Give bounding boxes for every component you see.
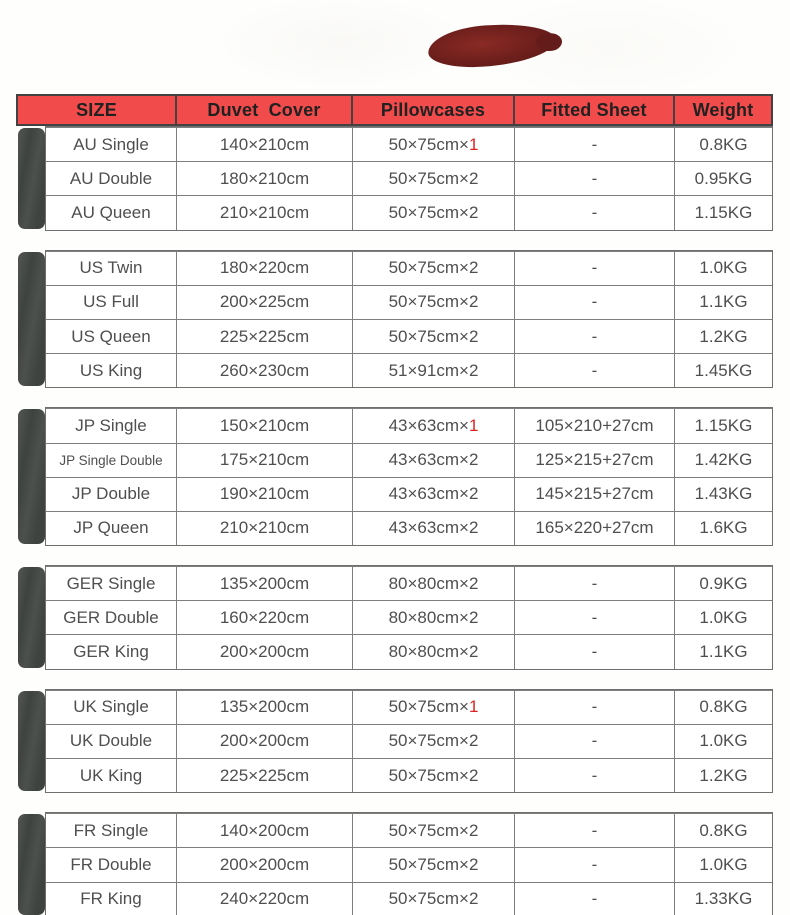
- pillowcases-cell: 43×63cm× 2: [352, 478, 514, 511]
- pillowcases-cell: 50×75cm× 2: [352, 725, 514, 758]
- dark-red-fabric-stain: [427, 21, 558, 71]
- pillow-qty: 2: [468, 484, 479, 504]
- table-row: [46, 634, 772, 668]
- weight-cell: 1.0KG: [674, 601, 772, 634]
- duvet-cover-cell: 200×200cm: [176, 635, 352, 668]
- pillow-qty: 1: [468, 134, 479, 154]
- pillow-qty: 2: [468, 518, 479, 538]
- table-row: [46, 758, 772, 792]
- fitted-sheet-cell: -: [514, 848, 674, 881]
- duvet-cover-cell: 140×200cm: [176, 814, 352, 847]
- pillow-qty: 2: [468, 607, 479, 627]
- weight-cell: 1.0KG: [674, 848, 772, 881]
- size-cell: FR King: [80, 889, 142, 909]
- size-cell: AU Double: [69, 168, 153, 188]
- pillow-qty: 1: [468, 697, 479, 717]
- fitted-sheet-cell: -: [514, 196, 674, 229]
- duvet-cover-cell: 210×210cm: [176, 196, 352, 229]
- weight-cell: 1.2KG: [674, 759, 772, 792]
- pillowcases-cell: 80×80cm× 2: [352, 635, 514, 668]
- duvet-cover-cell: 175×210cm: [176, 444, 352, 477]
- table-row: [46, 161, 772, 195]
- size-cell: GER Double: [63, 607, 159, 627]
- weight-cell: 1.6KG: [674, 512, 772, 545]
- duvet-cover-cell: 225×225cm: [176, 759, 352, 792]
- duvet-cover-cell: 135×200cm: [176, 691, 352, 724]
- weight-cell: 1.15KG: [674, 409, 772, 442]
- table-row: [46, 251, 772, 285]
- duvet-cover-cell: 160×220cm: [176, 601, 352, 634]
- pillowcases-cell: 43×63cm× 2: [352, 512, 514, 545]
- fitted-sheet-cell: -: [514, 354, 674, 387]
- fitted-sheet-cell: 125×215+27cm: [514, 444, 674, 477]
- column-header-weight: Weight: [673, 96, 771, 124]
- duvet-cover-cell: 180×210cm: [176, 162, 352, 195]
- table-row: [46, 882, 772, 915]
- pillow-qty: 2: [468, 854, 479, 874]
- weight-cell: 0.8KG: [674, 691, 772, 724]
- size-cell: GER Single: [66, 573, 156, 593]
- weight-cell: 0.95KG: [674, 162, 772, 195]
- size-cell: UK Single: [73, 697, 149, 717]
- size-cell: FR Double: [70, 854, 152, 874]
- group-side-bar: [18, 409, 45, 544]
- pillow-qty: 2: [468, 168, 479, 188]
- weight-cell: 1.1KG: [674, 286, 772, 319]
- size-group-us: [45, 250, 773, 389]
- table-row: [46, 600, 772, 634]
- pillow-qty: 2: [468, 326, 479, 346]
- size-group-uk: [45, 689, 773, 794]
- table-row: [46, 847, 772, 881]
- table-row: [46, 566, 772, 600]
- pillowcases-cell: 50×75cm× 2: [352, 196, 514, 229]
- column-header-fitted-sheet: Fitted Sheet: [513, 96, 673, 124]
- table-row: [46, 813, 772, 847]
- duvet-cover-cell: 180×220cm: [176, 252, 352, 285]
- table-row: [46, 319, 772, 353]
- duvet-cover-cell: 200×225cm: [176, 286, 352, 319]
- size-cell: UK Double: [69, 731, 153, 751]
- weight-cell: 1.33KG: [674, 883, 772, 915]
- column-header-pillowcases: Pillowcases: [351, 96, 513, 124]
- size-chart-table: [16, 94, 773, 915]
- duvet-cover-cell: 225×225cm: [176, 320, 352, 353]
- size-group-fr: [45, 812, 773, 915]
- duvet-cover-cell: 260×230cm: [176, 354, 352, 387]
- fitted-sheet-cell: 145×215+27cm: [514, 478, 674, 511]
- pillow-qty: 1: [468, 415, 479, 435]
- table-row: [46, 724, 772, 758]
- pillow-qty: 2: [468, 450, 479, 470]
- size-cell: UK King: [79, 765, 143, 785]
- pillow-qty: 2: [468, 258, 479, 278]
- size-group-au: [45, 126, 773, 231]
- pillow-qty: 2: [468, 202, 479, 222]
- pillowcases-cell: 50×75cm× 2: [352, 848, 514, 881]
- pillowcases-cell: 43×63cm× 2: [352, 444, 514, 477]
- group-side-bar: [18, 128, 45, 229]
- column-header-size: SIZE: [76, 99, 117, 120]
- table-row: [46, 408, 772, 442]
- pillow-qty: 2: [468, 292, 479, 312]
- weight-cell: 1.42KG: [674, 444, 772, 477]
- group-side-bar: [18, 252, 45, 387]
- fitted-sheet-cell: -: [514, 691, 674, 724]
- pillowcases-cell: 50×75cm× 2: [352, 814, 514, 847]
- pillowcases-cell: 50×75cm× 2: [352, 162, 514, 195]
- group-side-bar: [18, 814, 45, 915]
- weight-cell: 0.8KG: [674, 814, 772, 847]
- fitted-sheet-cell: -: [514, 252, 674, 285]
- table-row: [46, 285, 772, 319]
- pillowcases-cell: 43×63cm× 1: [352, 409, 514, 442]
- size-cell: US Twin: [79, 258, 143, 278]
- size-cell: US Queen: [71, 326, 151, 346]
- pillowcases-cell: 50×75cm× 1: [352, 128, 514, 161]
- pillow-qty: 2: [468, 889, 479, 909]
- weight-cell: 0.9KG: [674, 567, 772, 600]
- weight-cell: 1.1KG: [674, 635, 772, 668]
- duvet-cover-cell: 135×200cm: [176, 567, 352, 600]
- fitted-sheet-cell: -: [514, 759, 674, 792]
- duvet-cover-cell: 200×200cm: [176, 848, 352, 881]
- pillowcases-cell: 50×75cm× 2: [352, 252, 514, 285]
- pillow-qty: 2: [468, 820, 479, 840]
- column-header-duvet-cover: Duvet Cover: [175, 96, 351, 124]
- weight-cell: 1.0KG: [674, 725, 772, 758]
- fitted-sheet-cell: -: [514, 883, 674, 915]
- size-cell: JP Double: [71, 484, 151, 504]
- table-row: [46, 443, 772, 477]
- fitted-sheet-cell: -: [514, 162, 674, 195]
- size-cell: GER King: [73, 642, 149, 662]
- size-cell: US Full: [83, 292, 139, 312]
- pillowcases-cell: 51×91cm× 2: [352, 354, 514, 387]
- fitted-sheet-cell: -: [514, 601, 674, 634]
- table-header-row: [16, 94, 773, 126]
- fitted-sheet-cell: -: [514, 814, 674, 847]
- group-side-bar: [18, 567, 45, 668]
- size-group-ger: [45, 565, 773, 670]
- table-row: [46, 353, 772, 387]
- fitted-sheet-cell: -: [514, 635, 674, 668]
- fitted-sheet-cell: -: [514, 567, 674, 600]
- size-cell: AU Single: [73, 134, 149, 154]
- duvet-cover-cell: 200×200cm: [176, 725, 352, 758]
- weight-cell: 1.0KG: [674, 252, 772, 285]
- duvet-cover-cell: 240×220cm: [176, 883, 352, 915]
- pillowcases-cell: 80×80cm× 2: [352, 567, 514, 600]
- size-cell: FR Single: [73, 820, 149, 840]
- size-cell: US King: [79, 360, 143, 380]
- pillow-qty: 2: [468, 573, 479, 593]
- pillowcases-cell: 50×75cm× 2: [352, 883, 514, 915]
- fitted-sheet-cell: -: [514, 320, 674, 353]
- pillow-qty: 2: [468, 731, 479, 751]
- pillowcases-cell: 50×75cm× 2: [352, 320, 514, 353]
- duvet-cover-cell: 210×210cm: [176, 512, 352, 545]
- duvet-cover-cell: 190×210cm: [176, 478, 352, 511]
- group-side-bar: [18, 691, 45, 792]
- pillowcases-cell: 50×75cm× 2: [352, 759, 514, 792]
- size-cell: AU Queen: [71, 202, 151, 222]
- fitted-sheet-cell: -: [514, 286, 674, 319]
- table-row: [46, 477, 772, 511]
- fitted-sheet-cell: 165×220+27cm: [514, 512, 674, 545]
- table-row: [46, 195, 772, 229]
- duvet-cover-cell: 150×210cm: [176, 409, 352, 442]
- fitted-sheet-cell: -: [514, 725, 674, 758]
- pillow-qty: 2: [468, 360, 479, 380]
- size-group-jp: [45, 407, 773, 546]
- weight-cell: 1.45KG: [674, 354, 772, 387]
- size-cell: JP Single: [75, 415, 147, 435]
- pillowcases-cell: 80×80cm× 2: [352, 601, 514, 634]
- weight-cell: 1.43KG: [674, 478, 772, 511]
- weight-cell: 0.8KG: [674, 128, 772, 161]
- table-row: [46, 511, 772, 545]
- pillow-qty: 2: [468, 765, 479, 785]
- pillowcases-cell: 50×75cm× 2: [352, 286, 514, 319]
- fitted-sheet-cell: -: [514, 128, 674, 161]
- table-row: [46, 127, 772, 161]
- size-cell: JP Queen: [73, 518, 149, 538]
- weight-cell: 1.2KG: [674, 320, 772, 353]
- table-row: [46, 690, 772, 724]
- fitted-sheet-cell: 105×210+27cm: [514, 409, 674, 442]
- pillow-qty: 2: [468, 642, 479, 662]
- size-cell: JP Single Double: [59, 452, 163, 468]
- duvet-cover-cell: 140×210cm: [176, 128, 352, 161]
- weight-cell: 1.15KG: [674, 196, 772, 229]
- pillowcases-cell: 50×75cm× 1: [352, 691, 514, 724]
